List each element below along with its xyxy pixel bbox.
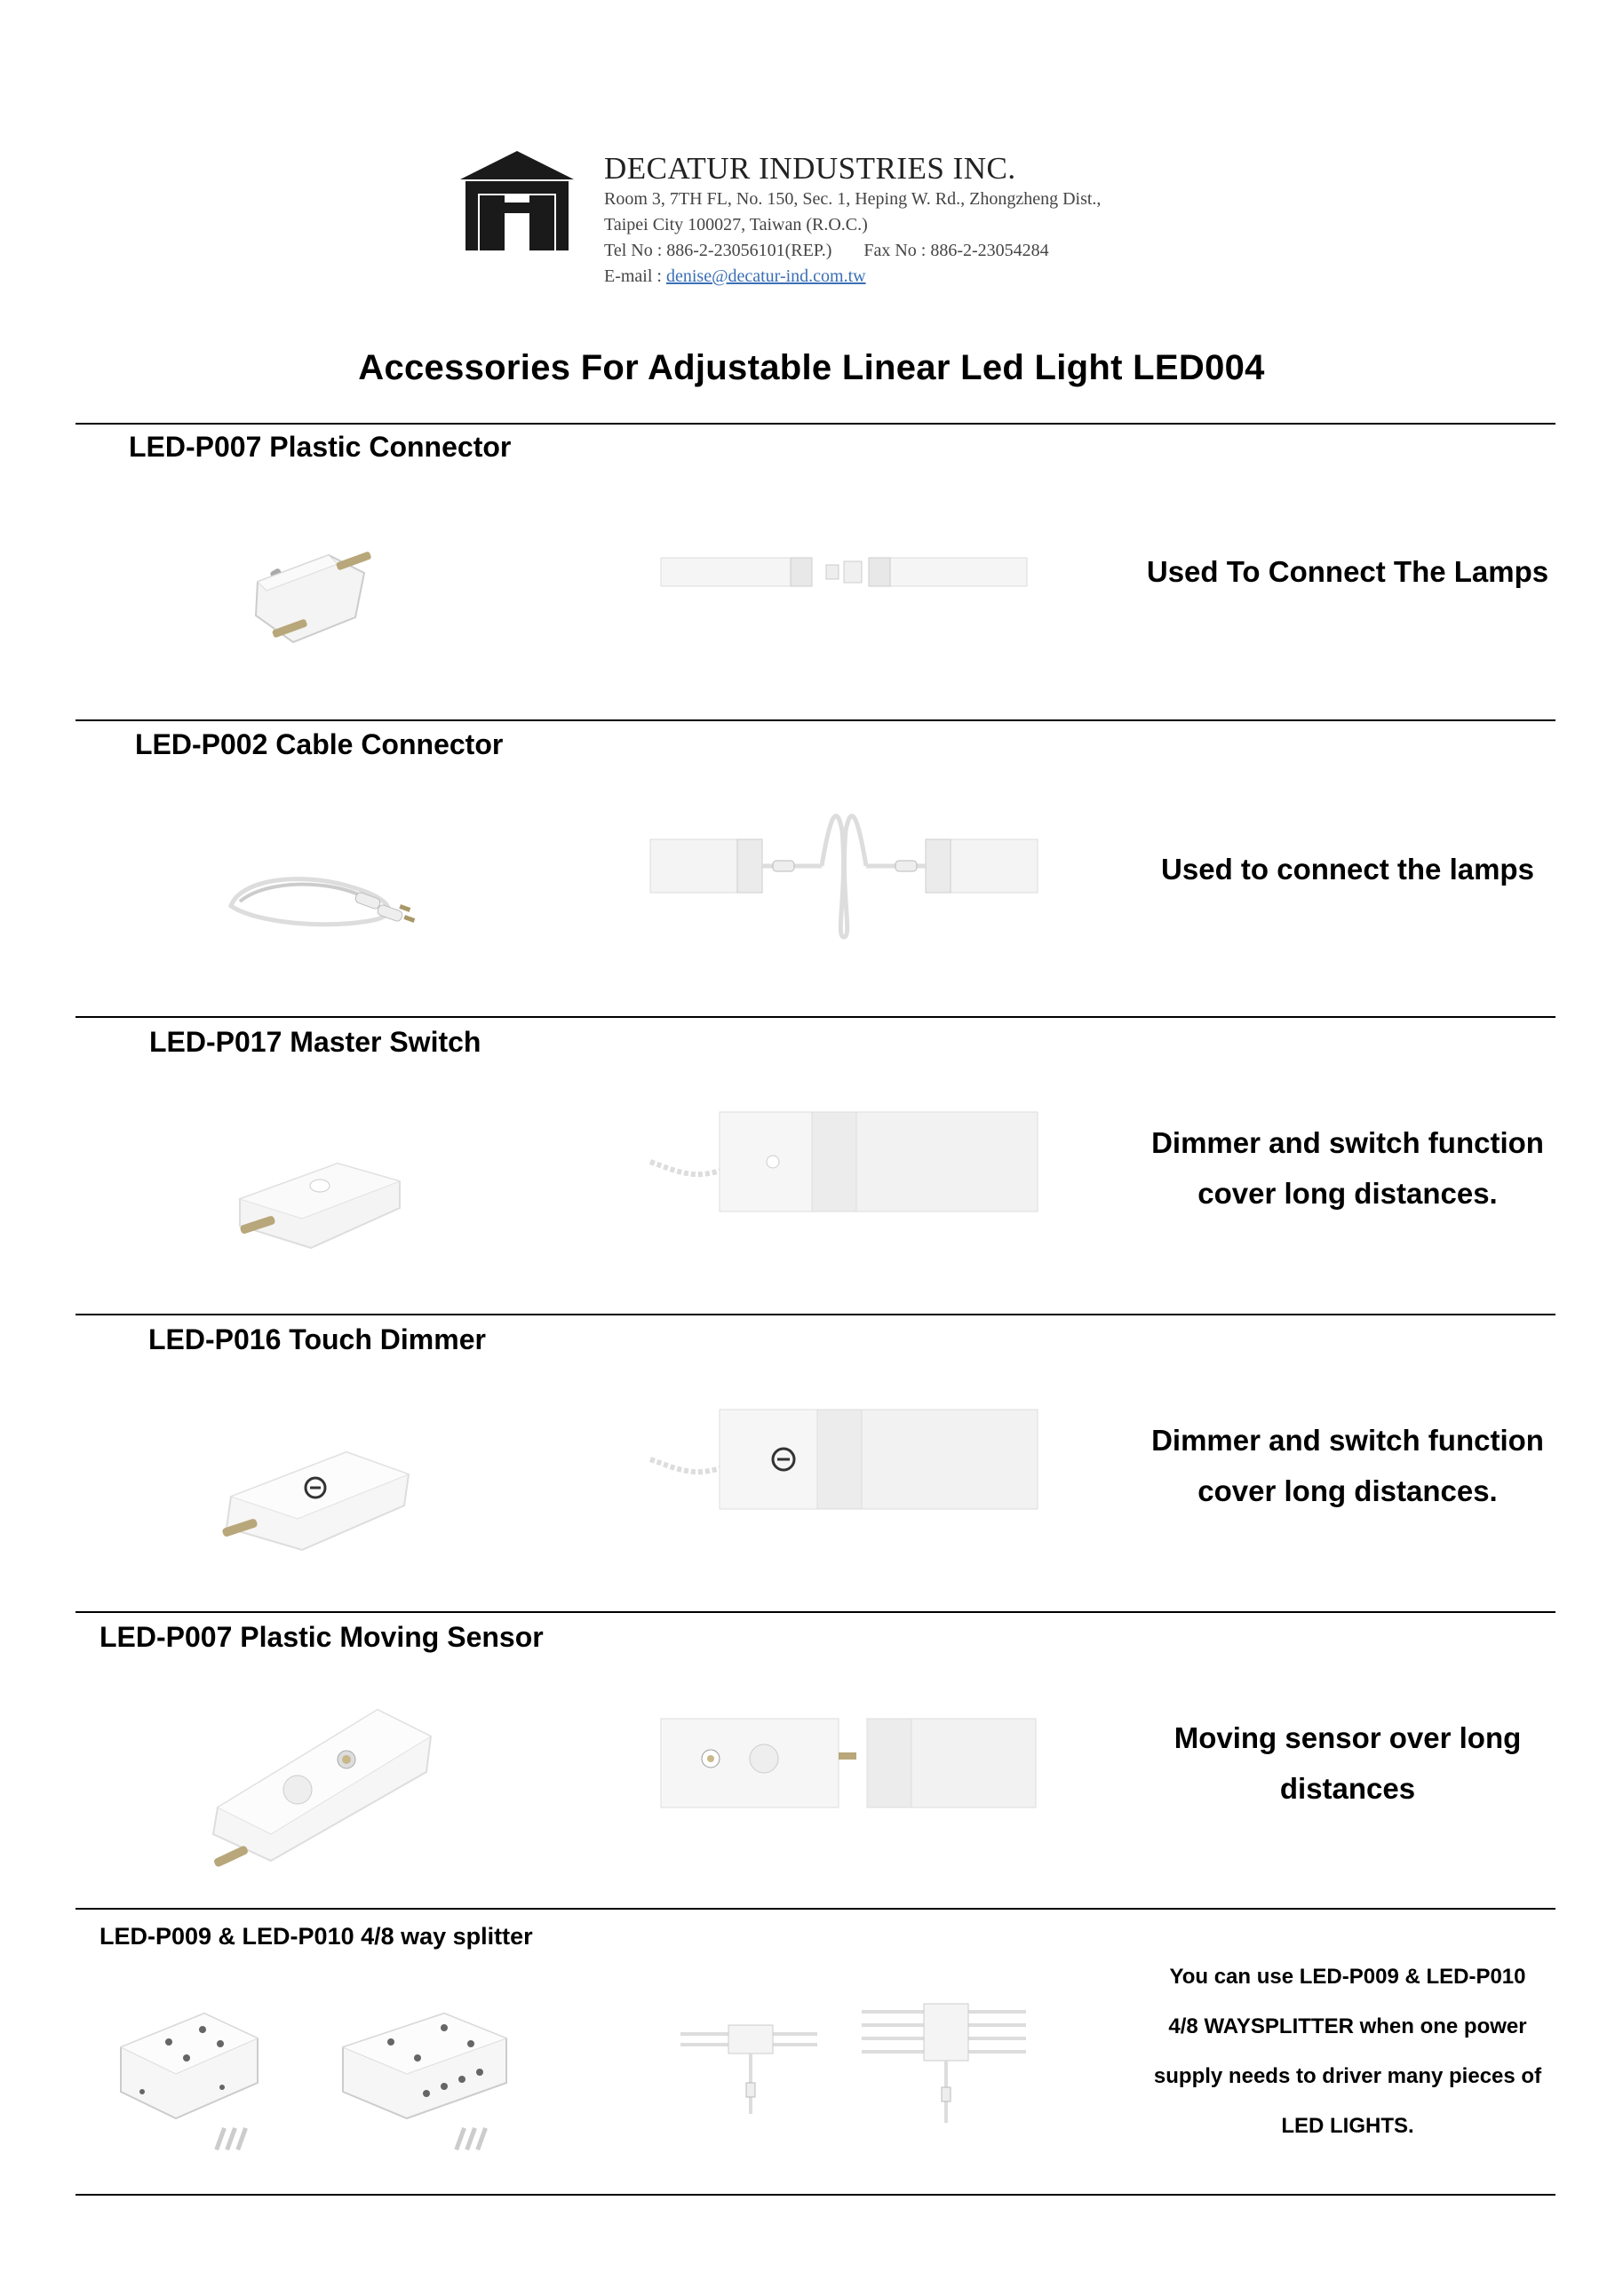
address-line-2: Taipei City 100027, Taiwan (R.O.C.) <box>604 215 868 234</box>
cable-connector-image <box>222 853 418 933</box>
company-name: DECATUR INDUSTRIES INC. <box>604 151 1016 186</box>
address-line-1: Room 3, 7TH FL, No. 150, Sec. 1, Heping W. Rd., Zhongzheng Dist., <box>604 189 1102 209</box>
email-line <box>604 264 1101 290</box>
touch-dimmer-description <box>1119 1415 1576 1516</box>
section-title-plastic-connector: LED-P007 Plastic Connector <box>129 431 512 463</box>
description-line: Used to connect the lamps <box>1161 853 1534 886</box>
master-switch-image <box>231 1146 409 1261</box>
description-line: Dimmer and switch function <box>1151 1424 1544 1457</box>
description-line: cover long distances. <box>1197 1177 1498 1210</box>
splitter-8way-image <box>338 2003 515 2154</box>
moving-sensor-description <box>1119 1712 1576 1814</box>
splitter-wiring-image <box>675 1990 1030 2132</box>
lamp-connection-image <box>657 552 1030 592</box>
page-bottom-rule <box>76 2194 1555 2196</box>
description-line: cover long distances. <box>1197 1474 1498 1507</box>
touch-dimmer-image <box>213 1434 418 1559</box>
fax-number: Fax No : 886-2-23054284 <box>863 241 1049 260</box>
phone-fax-line <box>604 238 1101 264</box>
description-line: Moving sensor over long <box>1173 1721 1522 1754</box>
company-logo <box>460 149 574 252</box>
section-divider <box>76 719 1555 721</box>
section-title-master-switch: LED-P017 Master Switch <box>149 1026 481 1058</box>
page-title: Accessories For Adjustable Linear Led Light LED004 <box>358 348 1265 387</box>
master-switch-lamp-image <box>648 1108 1039 1215</box>
section-divider <box>76 1611 1555 1613</box>
master-switch-description <box>1119 1117 1576 1219</box>
description-line: 4/8 WAYSPLITTER when one power <box>1168 2014 1527 2038</box>
splitter-4way-image <box>115 2003 275 2154</box>
email-label: E-mail : <box>604 266 662 286</box>
tel-number: Tel No : 886-2-23056101(REP.) <box>604 241 832 260</box>
description-line: LED LIGHTS. <box>1281 2114 1414 2138</box>
section-divider <box>76 1016 1555 1018</box>
touch-dimmer-lamp-image <box>648 1406 1039 1513</box>
cable-connector-description <box>1119 844 1576 894</box>
company-info <box>604 151 1101 290</box>
description-line: distances <box>1279 1772 1416 1805</box>
section-divider <box>76 1908 1555 1910</box>
section-title-splitter: LED-P009 & LED-P010 4/8 way splitter <box>99 1923 533 1950</box>
moving-sensor-lamp-image <box>657 1710 1039 1816</box>
description-line: supply needs to driver many pieces of <box>1153 2064 1542 2088</box>
section-divider <box>76 423 1555 425</box>
description-line: Dimmer and switch function <box>1151 1126 1544 1159</box>
splitter-description <box>1119 1952 1576 2151</box>
email-link[interactable]: denise@decatur-ind.com.tw <box>665 266 866 286</box>
cable-connection-image <box>648 795 1039 946</box>
section-divider <box>76 1314 1555 1315</box>
moving-sensor-image <box>200 1701 440 1870</box>
section-title-touch-dimmer: LED-P016 Touch Dimmer <box>148 1323 486 1355</box>
plastic-connector-description <box>1119 546 1576 597</box>
description-line: You can use LED-P009 & LED-P010 <box>1169 1965 1526 1989</box>
section-title-cable-connector: LED-P002 Cable Connector <box>135 728 504 760</box>
section-title-moving-sensor: LED-P007 Plastic Moving Sensor <box>99 1621 544 1653</box>
description-line: Used To Connect The Lamps <box>1146 555 1549 588</box>
plastic-connector-image <box>240 537 382 653</box>
